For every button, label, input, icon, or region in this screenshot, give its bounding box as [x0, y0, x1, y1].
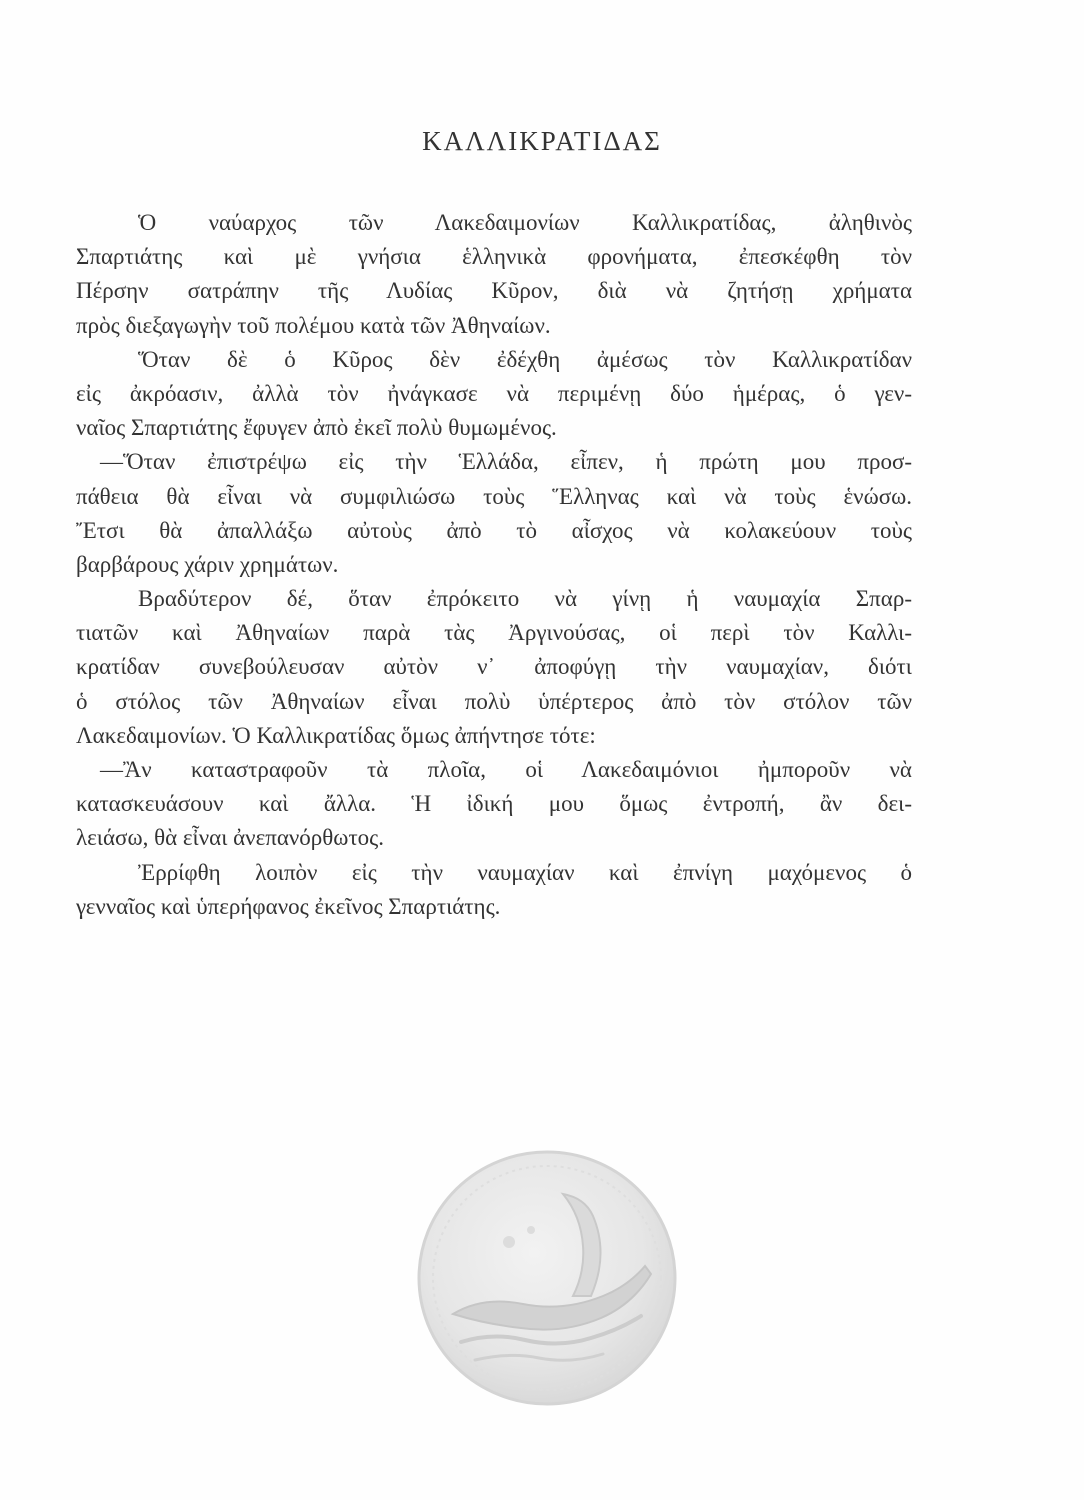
relief-dot	[527, 1226, 535, 1234]
paragraph	[76, 582, 912, 753]
page-title: ΚΑΛΛΙΚΡΑΤΙΔΑΣ	[422, 126, 662, 156]
paragraph	[76, 753, 912, 856]
text-line: Πέρσην σατράπην τῆς Λυδίας Κῦρον, διὰ νὰ ζητήσῃ χρήματα	[76, 278, 912, 304]
text-line: γενναῖος καὶ ὑπερήφανος ἐκεῖνος Σπαρτιάτης.	[76, 893, 501, 919]
paragraph	[76, 445, 912, 582]
text-line: Λακεδαιμονίων. Ὁ Καλλικρατίδας ὅμως ἀπήντησε τότε:	[76, 722, 596, 748]
text-line: πρὸς διεξαγωγὴν τοῦ πολέμου κατὰ τῶν Ἀθηναίων.	[76, 312, 551, 338]
text-line: Ὁ ναύαρχος τῶν Λακεδαιμονίων Καλλικρατίδας, ἀληθινὸς	[138, 210, 912, 235]
text-line: Σπαρτιάτης καὶ μὲ γνήσια ἑλληνικὰ φρονήματα, ἐπεσκέφθη τὸν	[76, 244, 912, 270]
text-line: τιατῶν καὶ Ἀθηναίων παρὰ τὰς Ἀργινούσας, οἱ περὶ τὸν Καλλι-	[76, 620, 912, 646]
paragraph	[76, 206, 912, 343]
text-line: Ἔτσι θὰ ἀπαλλάξω αὐτοὺς ἀπὸ τὸ αἶσχος νὰ κολακεύουν τοὺς	[76, 517, 912, 543]
ancient-coin-icon	[413, 1146, 681, 1410]
text-line: Βραδύτερον δέ, ὅταν ἐπρόκειτο νὰ γίνῃ ἡ ναυμαχία Σπαρ-	[138, 586, 912, 612]
paragraph	[76, 856, 912, 924]
text-line: εἰς ἀκρόασιν, ἀλλὰ τὸν ἠνάγκασε νὰ περιμένῃ δύο ἡμέρας, ὁ γεν-	[76, 380, 912, 406]
text-line: ναῖος Σπαρτιάτης ἔφυγεν ἀπὸ ἐκεῖ πολὺ θυμωμένος.	[76, 415, 557, 441]
text-line: —Ἂν καταστραφοῦν τὰ πλοῖα, οἱ Λακεδαιμόνιοι ἠμποροῦν νὰ	[100, 757, 912, 782]
text-line: Ἐρρίφθη λοιπὸν εἰς τὴν ναυμαχίαν καὶ ἐπνίγη μαχόμενος ὁ	[138, 859, 912, 885]
paragraph	[76, 343, 912, 446]
text-line: —Ὅταν ἐπιστρέψω εἰς τὴν Ἑλλάδα, εἶπεν, ἡ πρώτη μου προσ-	[100, 449, 912, 475]
text-line: κατασκευάσουν καὶ ἄλλα. Ἡ ἰδική μου ὅμως ἐντροπή, ἂν δει-	[76, 791, 912, 817]
relief-dot	[503, 1236, 515, 1248]
text-line: Ὅταν δὲ ὁ Κῦρος δὲν ἐδέχθη ἀμέσως τὸν Καλλικρατίδαν	[138, 346, 912, 372]
text-line: ὁ στόλος τῶν Ἀθηναίων εἶναι πολὺ ὑπέρτερος ἀπὸ τὸν στόλον τῶν	[76, 688, 912, 714]
body-text	[76, 206, 912, 924]
text-line: κρατίδαν συνεβούλευσαν αὐτὸν ν᾿ ἀποφύγῃ τὴν ναυμαχίαν, διότι	[76, 654, 912, 680]
text-line: πάθεια θὰ εἶναι νὰ συμφιλιώσω τοὺς Ἕλληνας καὶ νὰ τοὺς ἑνώσω.	[76, 483, 912, 509]
text-line: λειάσω, θὰ εἶναι ἀνεπανόρθωτος.	[76, 825, 385, 851]
text-line: βαρβάρους χάριν χρημάτων.	[76, 551, 339, 577]
